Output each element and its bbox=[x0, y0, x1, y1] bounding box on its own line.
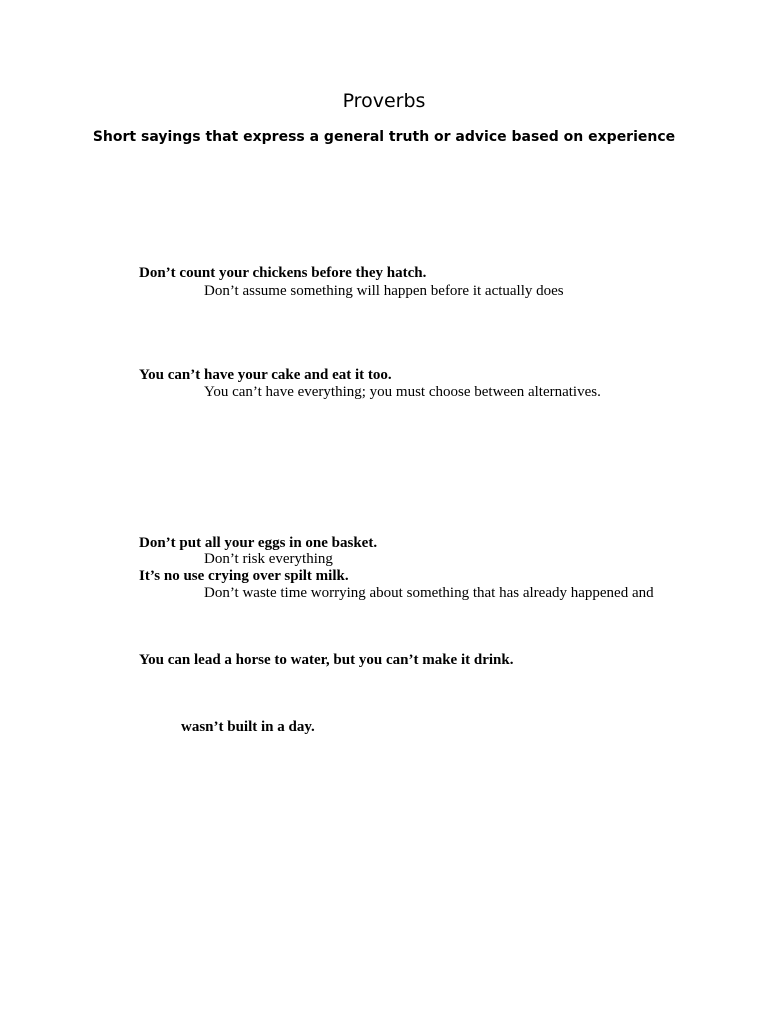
proverb-meaning: You can’t have everything; you must choose between alternatives. bbox=[204, 384, 601, 400]
proverb-meaning: Don’t risk everything bbox=[204, 551, 333, 567]
proverb-saying: wasn’t built in a day. bbox=[181, 719, 315, 735]
proverb-meaning: Don’t waste time worrying about something that has already happened and bbox=[204, 585, 654, 601]
proverb-saying: It’s no use crying over spilt milk. bbox=[139, 568, 349, 584]
proverb-saying: You can’t have your cake and eat it too. bbox=[139, 367, 392, 383]
proverb-meaning: Don’t assume something will happen before it actually does bbox=[204, 283, 564, 299]
page-title: Proverbs bbox=[342, 90, 426, 112]
proverb-saying: Don’t put all your eggs in one basket. bbox=[139, 535, 378, 551]
proverb-saying: Don’t count your chickens before they hatch. bbox=[139, 265, 427, 281]
page-subtitle: Short sayings that express a general truth or advice based on experience bbox=[92, 129, 676, 145]
proverb-saying: You can lead a horse to water, but you can’t make it drink. bbox=[139, 652, 514, 668]
